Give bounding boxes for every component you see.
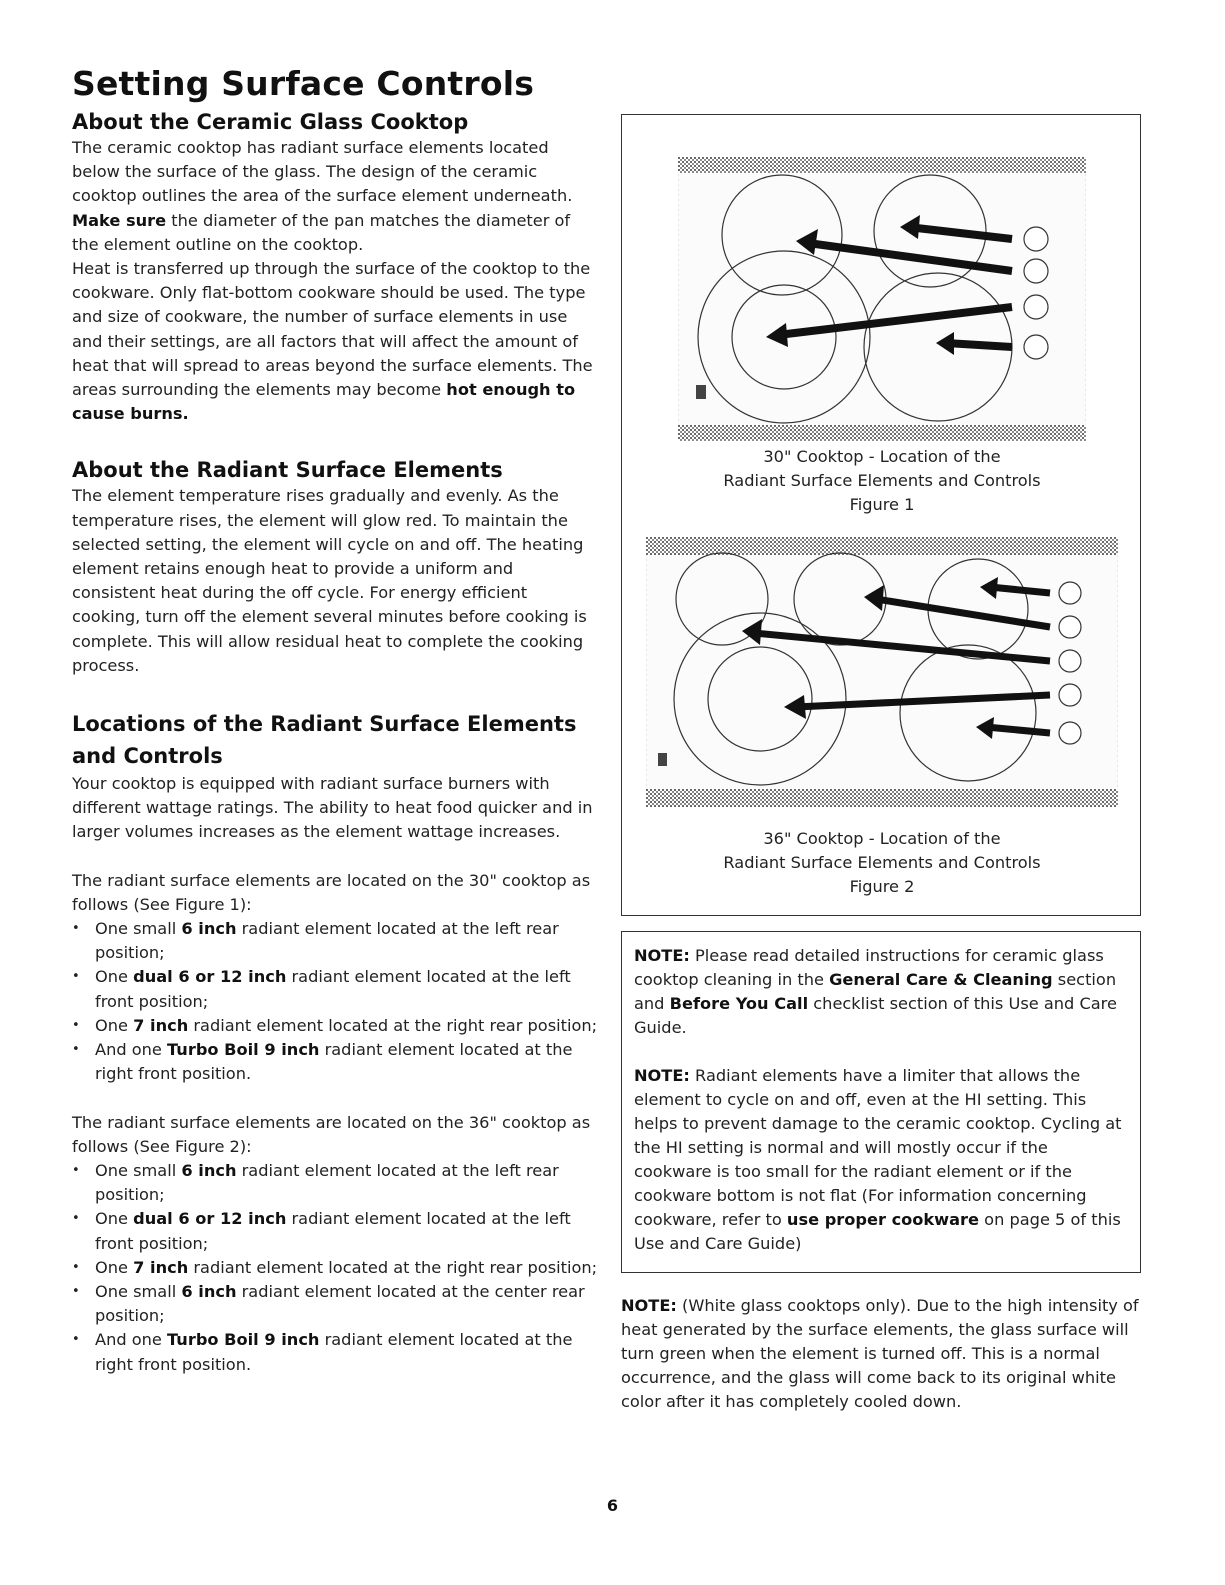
list-item: • And one Turbo Boil 9 inch radiant element located at the right front position. bbox=[72, 1328, 600, 1376]
control-knob-icon bbox=[1059, 582, 1081, 604]
list-item: • One 7 inch radiant element located at the right rear position; bbox=[72, 1014, 600, 1038]
control-knob-icon bbox=[1024, 227, 1048, 251]
figure-2-caption-line: Radiant Surface Elements and Controls bbox=[723, 853, 1041, 872]
control-knob-icon bbox=[1059, 650, 1081, 672]
section-heading-radiant: About the Radiant Surface Elements bbox=[72, 458, 503, 483]
note-limiter: NOTE: Radiant elements have a limiter that allows the element to cycle on and off, even at the HI setting. This helps to prevent damage to the ceramic cooktop. Cycling at the HI setting is normal and will mostly occur if the cookware is too small for the radiant element or if the cookware bottom is not flat (For information concerning cookware, refer to use proper cookware on page 5 of this Use and Care Guide) bbox=[634, 1066, 1122, 1253]
figure-1-caption-line: Radiant Surface Elements and Controls bbox=[723, 471, 1041, 490]
list-item: • And one Turbo Boil 9 inch radiant element located at the right front position. bbox=[72, 1038, 600, 1086]
figure-box bbox=[621, 114, 1141, 916]
ceramic-p2-text: Heat is transferred up through the surface of the cooktop to the cookware. Only flat-bottom cookware should be used. The type and size of cookware, the number of surface elements in use and their settings, are all factors that will affect the amount of heat that will spread to areas beyond the surface elements. The areas surrounding the elements may become bbox=[72, 259, 593, 400]
list-36-intro: The radiant surface elements are located on the 36" cooktop as follows (See Figure 2): bbox=[72, 1112, 591, 1156]
control-knob-icon bbox=[1059, 722, 1081, 744]
list-item: • One 7 inch radiant element located at the right rear position; bbox=[72, 1256, 600, 1280]
cooktop-30-diagram bbox=[678, 157, 1086, 441]
ceramic-p2-bold: hot enough to cause burns. bbox=[72, 380, 576, 424]
arrow-line bbox=[946, 343, 1012, 347]
section-heading-ceramic: About the Ceramic Glass Cooktop bbox=[72, 110, 469, 134]
page-number: 6 bbox=[606, 1496, 619, 1515]
list-item: • One small 6 inch radiant element located at the center rear position; bbox=[72, 1280, 600, 1328]
locations-intro: Your cooktop is equipped with radiant surface burners with different wattage ratings. The ability to heat food quicker and in larger volumes increases as the element wattage increases. bbox=[72, 774, 593, 842]
bottom-frame bbox=[678, 425, 1086, 441]
control-knob-icon bbox=[1059, 616, 1081, 638]
list-36-inch bbox=[72, 1159, 600, 1377]
indicator-icon bbox=[658, 753, 667, 766]
note-label: NOTE: bbox=[621, 1296, 677, 1315]
cooktop-36-diagram bbox=[646, 537, 1118, 807]
control-knob-icon bbox=[1024, 295, 1048, 319]
link-before-you-call: Before You Call bbox=[669, 994, 809, 1013]
ceramic-paragraph-1 bbox=[72, 136, 600, 257]
note-box bbox=[621, 931, 1141, 1273]
control-knob-icon bbox=[1024, 259, 1048, 283]
ceramic-paragraph-2 bbox=[72, 257, 600, 426]
link-general-care: General Care & Cleaning bbox=[829, 970, 1053, 989]
figure-1-caption bbox=[622, 445, 1142, 517]
note-white-glass: NOTE: (White glass cooktops only). Due to the high intensity of heat generated by the surface elements, the glass surface will turn green when the element is turned off. This is a normal occurrence, and the glass will come back to its original white color after it has completely cooled down. bbox=[621, 1296, 1139, 1411]
page-title: Setting Surface Controls bbox=[72, 64, 535, 103]
figure-1-label: Figure 1 bbox=[849, 495, 915, 514]
list-30-inch bbox=[72, 917, 600, 1086]
list-30-intro: The radiant surface elements are located on the 30" cooktop as follows (See Figure 1): bbox=[72, 870, 591, 914]
ceramic-p1-text-end: the diameter of the pan matches the diameter of the element outline on the cooktop. bbox=[72, 210, 571, 254]
note-cleaning: NOTE: Please read detailed instructions for ceramic glass cooktop cleaning in the General Care & Cleaning section and Before You Call checklist section of this Use and Care Guide. bbox=[634, 946, 1117, 1037]
note-label: NOTE: bbox=[634, 1066, 690, 1085]
ceramic-p1-text: The ceramic cooktop has radiant surface elements located below the surface of the glass. The design of the ceramic cooktop outlines the area of the surface element underneath. bbox=[72, 138, 573, 206]
note-label: NOTE: bbox=[634, 946, 690, 965]
figure-2-caption bbox=[622, 827, 1142, 899]
top-frame bbox=[678, 157, 1086, 173]
list-item: • One dual 6 or 12 inch radiant element located at the left front position; bbox=[72, 965, 600, 1013]
list-item: • One dual 6 or 12 inch radiant element located at the left front position; bbox=[72, 1207, 600, 1255]
indicator-icon bbox=[696, 385, 706, 399]
bottom-frame bbox=[646, 789, 1118, 807]
radiant-paragraph: The element temperature rises gradually and evenly. As the temperature rises, the element will glow red. To maintain the selected setting, the element will cycle on and off. The heating element retains enough heat to provide a uniform and consistent heat during the off cycle. For energy efficient cooking, turn off the element several minutes before cooking is complete. This will allow residual heat to complete the cooking process. bbox=[72, 486, 587, 675]
left-column bbox=[72, 108, 600, 1377]
ceramic-p1-bold: Make sure bbox=[72, 210, 167, 230]
list-item: • One small 6 inch radiant element located at the left rear position; bbox=[72, 1159, 600, 1207]
figure-2-label: Figure 2 bbox=[849, 877, 915, 896]
top-frame bbox=[646, 537, 1118, 555]
list-item: • One small 6 inch radiant element located at the left rear position; bbox=[72, 917, 600, 965]
section-heading-locations: Locations of the Radiant Surface Elements and Controls bbox=[72, 712, 577, 769]
link-proper-cookware: use proper cookware bbox=[786, 1210, 980, 1229]
figure-1-caption-line: 30" Cooktop - Location of the bbox=[763, 447, 1001, 466]
control-knob-icon bbox=[1024, 335, 1048, 359]
glass-surface bbox=[646, 537, 1118, 807]
control-knob-icon bbox=[1059, 684, 1081, 706]
figure-2-caption-line: 36" Cooktop - Location of the bbox=[763, 829, 1001, 848]
